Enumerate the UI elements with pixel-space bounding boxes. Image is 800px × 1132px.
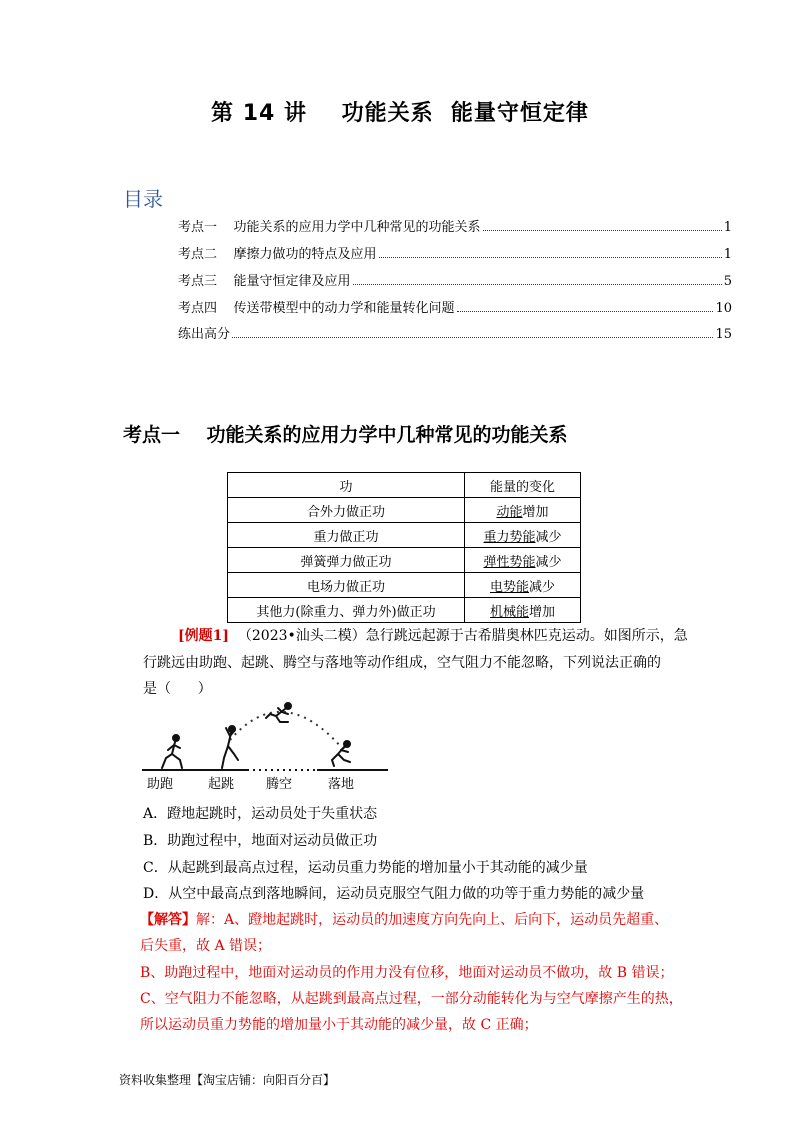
toc-item-page: 5 — [723, 274, 732, 289]
answer-line: 后失重，故 A 错误； — [140, 938, 272, 954]
toc-item-label: 考点一 功能关系的应用力学中几种常见的功能关系 — [178, 220, 481, 235]
answer-text: 解：A、蹬地起跳时，运动员的加速度方向先向上、后向下，运动员先超重、 — [196, 912, 669, 928]
answer-tag: 【解答】 — [140, 912, 196, 928]
energy-type: 机械能 — [489, 604, 529, 620]
example-stem-line: 行跳远由助跑、起跳、腾空与落地等动作组成，空气阻力不能忽略，下列说法正确的 — [143, 655, 661, 671]
energy-type: 动能 — [496, 504, 523, 520]
energy-change: 减少 — [529, 579, 556, 595]
toc-item[interactable] — [178, 320, 732, 342]
toc-leader-dots — [457, 311, 714, 312]
toc-leader-dots — [379, 257, 722, 258]
toc-item-label: 练出高分 — [178, 327, 231, 342]
toc-item-page: 1 — [723, 220, 732, 235]
table-cell-energy — [465, 498, 581, 523]
toc-item-page: 1 — [723, 247, 732, 262]
example-stem-line: 是（ ） — [143, 681, 212, 697]
toc-item-label: 考点三 能量守恒定律及应用 — [178, 274, 351, 289]
landing-figure — [332, 741, 350, 766]
answer-line: C、空气阻力不能忽略，从起跳到最高点过程，一部分动能转化为与空气摩擦产生的热， — [140, 991, 683, 1007]
energy-change: 减少 — [535, 554, 562, 570]
table-cell-work: 其他力(除重力、弹力外)做正功 — [228, 598, 465, 623]
table-cell-energy — [465, 523, 581, 548]
toc-item[interactable] — [178, 240, 732, 262]
figure-label-airborne: 腾空 — [266, 777, 293, 792]
energy-change: 减少 — [535, 529, 562, 545]
table-cell-work: 合外力做正功 — [228, 498, 465, 523]
toc-leader-dots — [353, 284, 722, 285]
option-d[interactable]: D．从空中最高点到落地瞬间，运动员克服空气阻力做的功等于重力势能的减少量 — [143, 886, 645, 902]
toc-item-page: 15 — [715, 327, 732, 342]
table-row — [228, 548, 581, 573]
energy-change: 增加 — [529, 604, 556, 620]
energy-type: 弹性势能 — [483, 554, 536, 570]
toc-item[interactable] — [178, 294, 732, 316]
section-heading: 考点一 功能关系的应用力学中几种常见的功能关系 — [123, 424, 568, 446]
toc-heading: 目录 — [123, 187, 163, 211]
table-cell-work: 重力做正功 — [228, 523, 465, 548]
table-row — [228, 598, 581, 623]
option-c[interactable]: C．从起跳到最高点过程，运动员重力势能的增加量小于其动能的减少量 — [143, 860, 588, 876]
runner-figure — [162, 735, 182, 768]
takeoff-figure — [222, 726, 238, 768]
toc-item[interactable] — [178, 213, 732, 235]
figure-label-run: 助跑 — [147, 777, 174, 792]
answer-line: 所以运动员重力势能的增加量小于其动能的减少量，故 C 正确； — [140, 1017, 538, 1033]
energy-type: 重力势能 — [483, 529, 536, 545]
example-stem-text: （2023•汕头二模）急行跳远起源于古希腊奥林匹克运动。如图所示，急 — [229, 628, 688, 644]
figure-label-takeoff: 起跳 — [208, 777, 235, 792]
energy-type: 电势能 — [489, 579, 529, 595]
toc-item-page: 10 — [715, 301, 732, 316]
figure-label-landing: 落地 — [328, 777, 355, 792]
option-b[interactable]: B．助跑过程中，地面对运动员做正功 — [143, 833, 378, 849]
table-header-row — [228, 473, 581, 498]
toc-item[interactable] — [178, 267, 732, 289]
answer-line — [140, 909, 668, 929]
table-cell-energy — [465, 548, 581, 573]
table-row — [228, 498, 581, 523]
table-cell-energy — [465, 598, 581, 623]
toc-leader-dots — [483, 230, 722, 231]
work-energy-table — [227, 472, 581, 623]
example-stem-line — [178, 625, 688, 645]
trajectory-curve — [230, 712, 342, 748]
option-a[interactable]: A．蹬地起跳时，运动员处于失重状态 — [143, 806, 378, 822]
answer-line: B、助跑过程中，地面对运动员的作用力没有位移，地面对运动员不做功，故 B 错误； — [140, 965, 674, 981]
toc-leader-dots — [232, 337, 713, 338]
table-cell-work: 电场力做正功 — [228, 573, 465, 598]
footer-note: 资料收集整理【淘宝店铺：向阳百分百】 — [119, 1073, 336, 1087]
example-tag: [例题1] — [178, 628, 229, 644]
toc-item-label: 考点四 传送带模型中的动力学和能量转化问题 — [178, 301, 455, 316]
energy-change: 增加 — [522, 504, 549, 520]
table-header-cell: 功 — [228, 473, 465, 498]
table-header-cell: 能量的变化 — [465, 473, 581, 498]
long-jump-figure — [142, 700, 388, 795]
page-title: 第 14 讲 功能关系 能量守恒定律 — [211, 101, 589, 126]
table-cell-work: 弹簧弹力做正功 — [228, 548, 465, 573]
table-cell-energy — [465, 573, 581, 598]
table-row — [228, 573, 581, 598]
table-row — [228, 523, 581, 548]
toc-item-label: 考点二 摩擦力做功的特点及应用 — [178, 247, 377, 262]
